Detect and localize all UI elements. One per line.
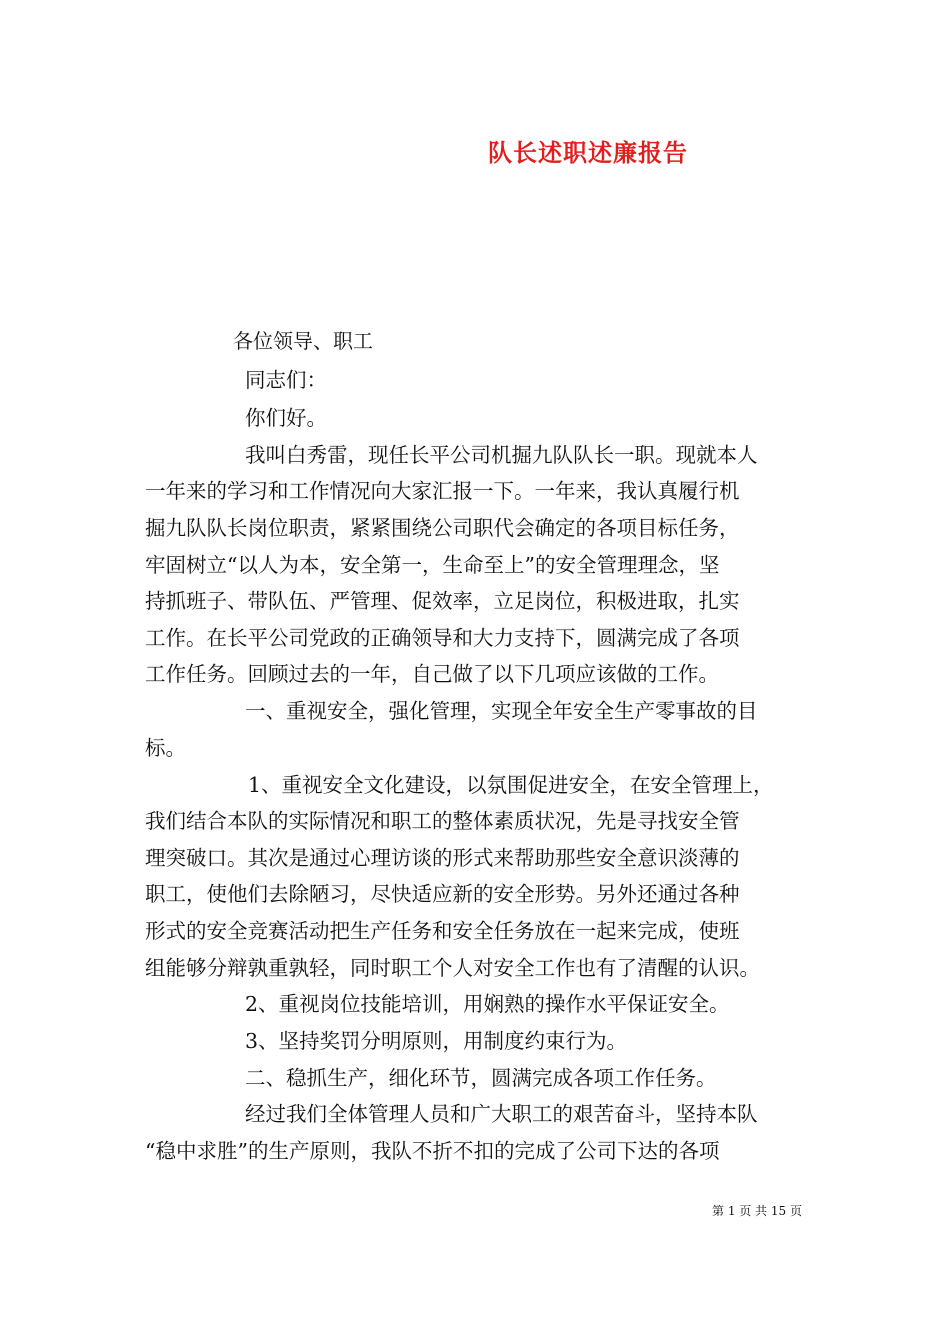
body-line: 工作。在长平公司党政的正确领导和大力支持下，圆满完成了各项 xyxy=(145,626,740,650)
body-line: 我叫白秀雷，现任长平公司机掘九队队长一职。现就本人 xyxy=(245,443,758,467)
body-line: 标。 xyxy=(145,736,186,760)
body-line: 持抓班子、带队伍、严管理、促效率，立足岗位，积极进取，扎实 xyxy=(145,589,740,613)
body-line: 形式的安全竞赛活动把生产任务和安全任务放在一起来完成，使班 xyxy=(145,919,740,943)
body-line: 你们好。 xyxy=(245,406,327,430)
body-line: 一年来的学习和工作情况向大家汇报一下。一年来，我认真履行机 xyxy=(145,479,740,503)
section-heading: 一、重视安全，强化管理，实现全年安全生产零事故的目 xyxy=(245,699,758,723)
body-line: 组能够分辩孰重孰轻，同时职工个人对安全工作也有了清醒的认识。 xyxy=(145,956,760,980)
body-line: “稳中求胜”的生产原则，我队不折不扣的完成了公司下达的各项 xyxy=(145,1139,720,1163)
page-number: 第 1 页 共 15 页 xyxy=(712,1204,802,1218)
body-line: 1、重视安全文化建设，以氛围促进安全，在安全管理上， xyxy=(248,773,774,797)
body-line: 2、重视岗位技能培训，用娴熟的操作水平保证安全。 xyxy=(245,992,730,1016)
body-line: 3、坚持奖罚分明原则，用制度约束行为。 xyxy=(245,1029,628,1053)
salutation: 各位领导、职工 xyxy=(233,329,373,353)
body-line: 职工，使他们去除陋习，尽快适应新的安全形势。另外还通过各种 xyxy=(145,882,740,906)
body-line: 牢固树立“以人为本，安全第一，生命至上”的安全管理理念，坚 xyxy=(145,553,720,577)
document-title: 队长述职述廉报告 xyxy=(488,138,688,167)
body-line: 经过我们全体管理人员和广大职工的艰苦奋斗，坚持本队 xyxy=(245,1102,758,1126)
body-line: 同志们： xyxy=(245,368,327,392)
section-heading: 二、稳抓生产，细化环节，圆满完成各项工作任务。 xyxy=(245,1066,717,1090)
body-line: 掘九队队长岗位职责，紧紧围绕公司职代会确定的各项目标任务， xyxy=(145,516,740,540)
body-line: 我们结合本队的实际情况和职工的整体素质状况，先是寻找安全管 xyxy=(145,809,740,833)
body-line: 理突破口。其次是通过心理访谈的形式来帮助那些安全意识淡薄的 xyxy=(145,846,740,870)
body-line: 工作任务。回顾过去的一年，自己做了以下几项应该做的工作。 xyxy=(145,662,719,686)
